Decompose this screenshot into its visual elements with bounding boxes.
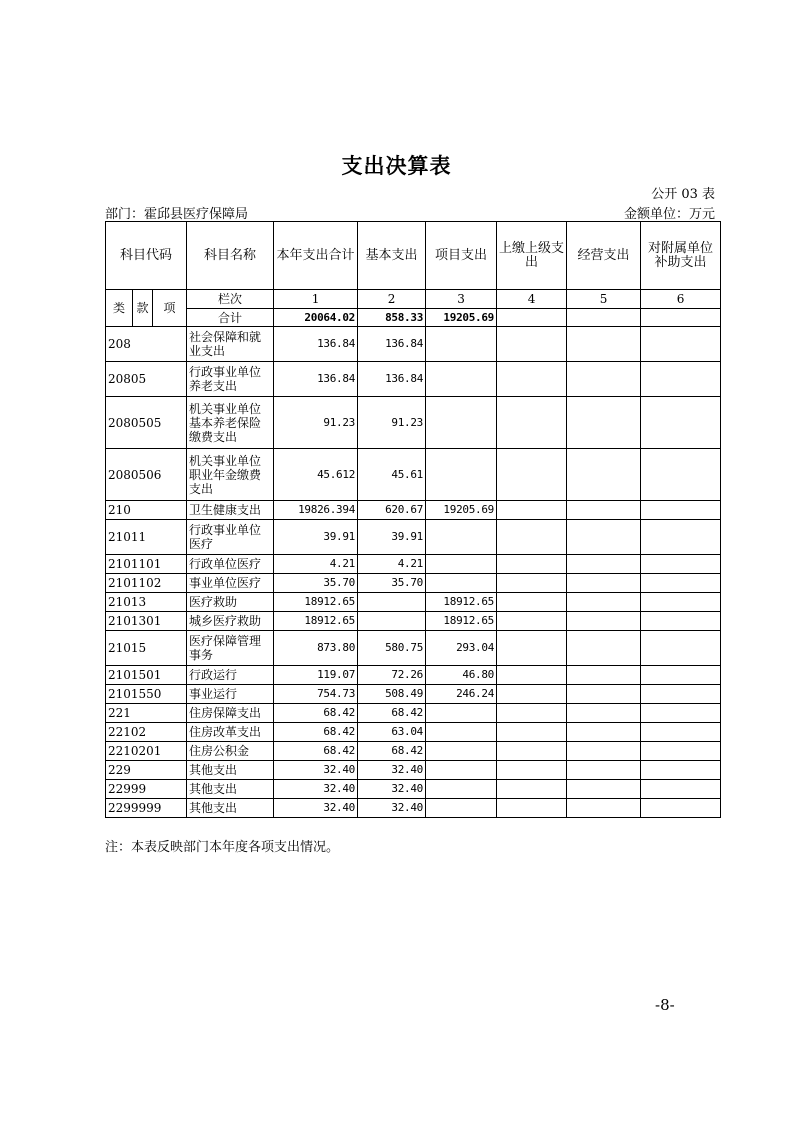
row-subsidy [641,631,721,666]
row-code: 21011 [106,520,187,555]
row-code: 2210201 [106,742,187,761]
row-name: 机关事业单位职业年金缴费支出 [187,449,274,501]
row-basic: 91.23 [358,397,426,449]
header-business: 经营支出 [567,222,641,290]
total-basic: 858.33 [358,309,426,327]
row-project [426,704,497,723]
row-subsidy [641,799,721,818]
row-basic: 68.42 [358,742,426,761]
row-code: 2101101 [106,555,187,574]
row-project [426,780,497,799]
row-code: 22102 [106,723,187,742]
row-subsidy [641,612,721,631]
row-basic: 39.91 [358,520,426,555]
row-upper [497,685,567,704]
row-business [567,799,641,818]
row-subsidy [641,520,721,555]
row-project [426,555,497,574]
row-business [567,742,641,761]
row-subsidy [641,704,721,723]
total-business [567,309,641,327]
col-index-6: 6 [641,290,721,309]
row-project: 293.04 [426,631,497,666]
row-basic: 45.61 [358,449,426,501]
row-subsidy [641,574,721,593]
table-row [106,327,721,362]
row-project [426,449,497,501]
row-code: 221 [106,704,187,723]
table-row [106,397,721,449]
row-total: 4.21 [274,555,358,574]
row-business [567,593,641,612]
row-total: 32.40 [274,761,358,780]
department-label: 部门：霍邱县医疗保障局 [105,207,249,222]
row-name: 行政单位医疗 [187,555,274,574]
row-project [426,723,497,742]
row-basic: 35.70 [358,574,426,593]
col-index-4: 4 [497,290,567,309]
col-index-1: 1 [274,290,358,309]
row-business [567,704,641,723]
row-total: 91.23 [274,397,358,449]
row-total: 68.42 [274,742,358,761]
row-basic: 620.67 [358,501,426,520]
header-subsidy: 对附属单位补助支出 [641,222,721,290]
unit-label: 金额单位：万元 [623,207,715,222]
row-name: 住房改革支出 [187,723,274,742]
row-name: 行政事业单位医疗 [187,520,274,555]
row-subsidy [641,666,721,685]
row-business [567,666,641,685]
row-upper [497,631,567,666]
row-upper [497,327,567,362]
row-subsidy [641,723,721,742]
form-number: 公开 03 表 [651,187,715,202]
row-code: 2101501 [106,666,187,685]
row-total: 136.84 [274,327,358,362]
row-total: 45.612 [274,449,358,501]
total-amount: 20064.02 [274,309,358,327]
row-name: 事业单位医疗 [187,574,274,593]
row-total: 119.07 [274,666,358,685]
row-basic: 580.75 [358,631,426,666]
row-subsidy [641,593,721,612]
table-row [106,666,721,685]
header-name: 科目名称 [187,222,274,290]
row-name: 其他支出 [187,780,274,799]
row-project: 246.24 [426,685,497,704]
row-subsidy [641,501,721,520]
row-business [567,761,641,780]
row-business [567,397,641,449]
row-total: 18912.65 [274,612,358,631]
row-total: 873.80 [274,631,358,666]
row-total: 18912.65 [274,593,358,612]
row-basic: 136.84 [358,327,426,362]
row-code: 22999 [106,780,187,799]
table-row [106,501,721,520]
row-name: 其他支出 [187,761,274,780]
row-business [567,449,641,501]
row-code: 2101550 [106,685,187,704]
row-business [567,574,641,593]
header-row [106,222,721,290]
row-name: 医疗救助 [187,593,274,612]
row-total: 32.40 [274,799,358,818]
row-basic: 32.40 [358,780,426,799]
row-code: 2101102 [106,574,187,593]
row-name: 住房公积金 [187,742,274,761]
row-upper [497,397,567,449]
row-basic [358,612,426,631]
table-row [106,593,721,612]
expenditure-table [105,221,721,818]
header-kuan: 款 [133,290,153,327]
row-business [567,685,641,704]
row-code: 2080506 [106,449,187,501]
row-subsidy [641,742,721,761]
footnote: 注：本表反映部门本年度各项支出情况。 [105,840,340,855]
row-name: 城乡医疗救助 [187,612,274,631]
row-project [426,397,497,449]
row-name: 住房保障支出 [187,704,274,723]
row-business [567,555,641,574]
table-row [106,631,721,666]
table-row [106,780,721,799]
row-business [567,520,641,555]
row-code: 2080505 [106,397,187,449]
row-name: 医疗保障管理事务 [187,631,274,666]
row-name: 卫生健康支出 [187,501,274,520]
row-project [426,761,497,780]
row-basic: 136.84 [358,362,426,397]
table-row [106,685,721,704]
row-total: 68.42 [274,704,358,723]
row-business [567,780,641,799]
row-total: 754.73 [274,685,358,704]
row-name: 行政运行 [187,666,274,685]
header-code: 科目代码 [106,222,187,290]
row-project [426,362,497,397]
row-code: 210 [106,501,187,520]
row-name: 机关事业单位基本养老保险缴费支出 [187,397,274,449]
table-row [106,555,721,574]
row-name: 事业运行 [187,685,274,704]
col-index-2: 2 [358,290,426,309]
header-total: 本年支出合计 [274,222,358,290]
row-upper [497,501,567,520]
row-basic: 32.40 [358,761,426,780]
table-row [106,362,721,397]
row-business [567,501,641,520]
header-project: 项目支出 [426,222,497,290]
row-code: 208 [106,327,187,362]
row-upper [497,666,567,685]
row-code: 229 [106,761,187,780]
page-number: -8- [655,996,675,1014]
row-total: 35.70 [274,574,358,593]
row-upper [497,761,567,780]
row-basic: 4.21 [358,555,426,574]
row-subsidy [641,761,721,780]
row-subsidy [641,685,721,704]
total-subsidy [641,309,721,327]
header-lanci: 栏次 [187,290,274,309]
col-index-5: 5 [567,290,641,309]
row-subsidy [641,780,721,799]
row-subsidy [641,327,721,362]
row-project: 18912.65 [426,593,497,612]
table-row [106,799,721,818]
row-upper [497,742,567,761]
row-basic: 68.42 [358,704,426,723]
table-row [106,574,721,593]
row-name: 社会保障和就业支出 [187,327,274,362]
row-total: 19826.394 [274,501,358,520]
total-label: 合计 [187,309,274,327]
row-subsidy [641,449,721,501]
total-upper [497,309,567,327]
row-name: 其他支出 [187,799,274,818]
col-index-3: 3 [426,290,497,309]
row-upper [497,704,567,723]
row-project: 19205.69 [426,501,497,520]
row-upper [497,449,567,501]
row-basic [358,593,426,612]
header-basic: 基本支出 [358,222,426,290]
row-total: 68.42 [274,723,358,742]
row-upper [497,780,567,799]
row-upper [497,799,567,818]
row-subsidy [641,362,721,397]
table-row [106,742,721,761]
table-row [106,704,721,723]
table-row [106,723,721,742]
row-project: 46.80 [426,666,497,685]
row-basic: 508.49 [358,685,426,704]
row-business [567,327,641,362]
row-business [567,612,641,631]
table-row [106,612,721,631]
row-project: 18912.65 [426,612,497,631]
row-upper [497,612,567,631]
header-lei: 类 [106,290,133,327]
table-row [106,520,721,555]
row-total: 32.40 [274,780,358,799]
row-upper [497,574,567,593]
row-basic: 32.40 [358,799,426,818]
row-total: 39.91 [274,520,358,555]
row-upper [497,593,567,612]
row-subsidy [641,555,721,574]
table-row [106,449,721,501]
row-project [426,327,497,362]
row-basic: 72.26 [358,666,426,685]
row-upper [497,520,567,555]
row-business [567,723,641,742]
row-code: 2299999 [106,799,187,818]
row-project [426,742,497,761]
row-code: 20805 [106,362,187,397]
row-project [426,799,497,818]
row-upper [497,362,567,397]
row-basic: 63.04 [358,723,426,742]
row-total: 136.84 [274,362,358,397]
header-xiang: 项 [153,290,187,327]
row-upper [497,555,567,574]
total-project: 19205.69 [426,309,497,327]
row-subsidy [641,397,721,449]
page-title: 支出决算表 [341,154,452,178]
row-name: 行政事业单位养老支出 [187,362,274,397]
table-row [106,761,721,780]
row-code: 21015 [106,631,187,666]
header-upper: 上缴上级支出 [497,222,567,290]
row-project [426,574,497,593]
row-code: 2101301 [106,612,187,631]
row-project [426,520,497,555]
row-business [567,362,641,397]
row-upper [497,723,567,742]
row-business [567,631,641,666]
column-index-row [106,290,721,309]
row-code: 21013 [106,593,187,612]
total-row [106,309,721,327]
